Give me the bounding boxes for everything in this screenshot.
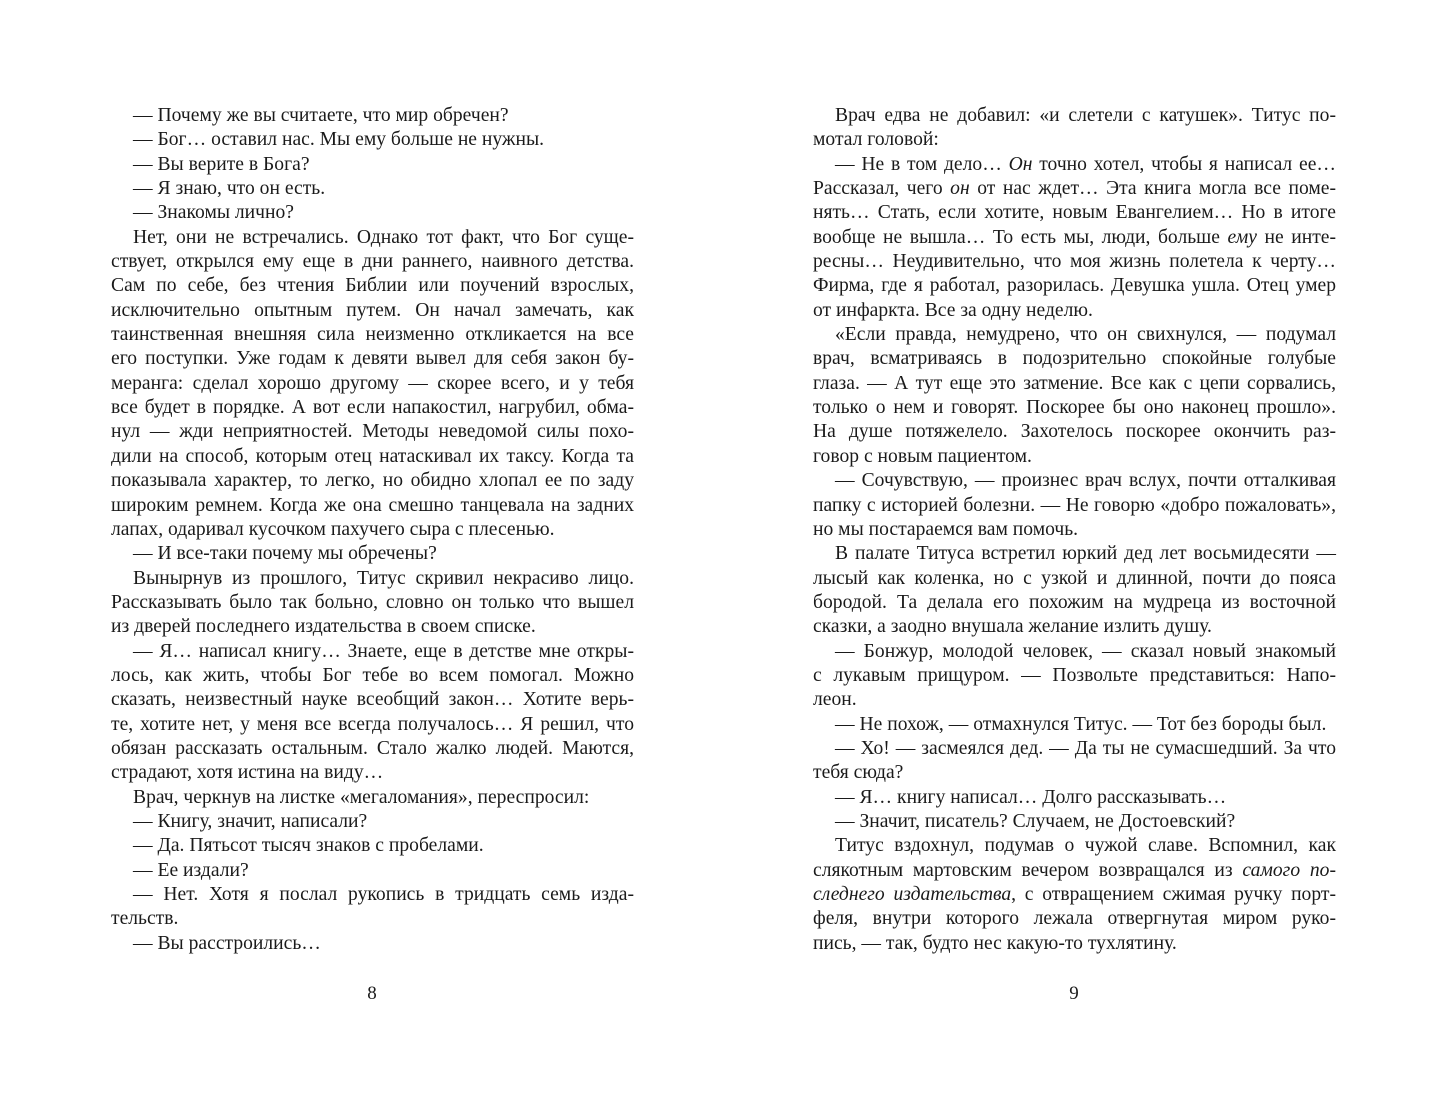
text-segment: , с отвращением сжимая ручку порт- <box>1011 884 1336 905</box>
text-line <box>813 883 1336 907</box>
text-line: — Сочувствую, — произнес врач вслух, почти отталкивая <box>835 470 1336 492</box>
text-line: таинственная внешняя сила неизменно откликается на все <box>111 324 634 346</box>
text-line: Нет, они не встречались. Однако тот факт, что Бог суще- <box>133 226 634 248</box>
text-line: Врач едва не добавил: «и слетели с катушек». Титус по- <box>835 105 1336 126</box>
text-line: меранга: сделал хорошо другому — скорее всего, и у тебя <box>111 372 634 394</box>
text-line: — Значит, писатель? Случаем, не Достоевский? <box>835 810 1236 832</box>
left-page <box>0 0 722 1096</box>
text-line: исключительно опытным путем. Он начал замечать, как <box>111 299 634 321</box>
text-line: папку с историей болезни. — Не говорю «добро пожаловать», <box>813 494 1336 516</box>
text-line <box>813 153 1336 177</box>
text-line: только о нем и говорят. Поскорее бы оно наконец прошло». <box>813 397 1336 419</box>
text-line: лапах, одаривал кусочком пахучего сыра с плесенью. <box>111 518 555 540</box>
text-line: мотал головой: <box>813 129 939 151</box>
text-segment: Рассказал, чего <box>813 178 951 200</box>
text-line: — Бог… оставил нас. Мы ему больше не нужны. <box>133 129 545 151</box>
text-line: ствует, открылся ему еще в дни раннего, наивного детства. <box>111 251 634 273</box>
text-line: лысый как коленка, но с узкой и длинной, почти до пояса <box>813 567 1336 589</box>
text-segment: слякотным мартовским вечером возвращался из <box>813 859 1243 881</box>
text-line: — Знакомы лично? <box>133 202 294 224</box>
text-line: показывала характер, то легко, но обидно хлопал ее по заду <box>111 470 634 492</box>
text-line: На душе потяжелело. Захотелось поскорее окончить раз- <box>813 421 1336 443</box>
text-line: глаза. — А тут еще это затмение. Все как с цепи сорвались, <box>813 372 1336 394</box>
text-line: нул — жди неприятностей. Методы неведомой силы похо- <box>111 421 634 443</box>
text-segment: вообще не вышла… То есть мы, люди, больше <box>813 226 1228 248</box>
right-page-text <box>813 104 1336 956</box>
italic-segment: Он <box>1008 153 1033 175</box>
text-line <box>813 859 1336 883</box>
text-line: — Я… написал книгу… Знаете, еще в детстве мне откры- <box>133 640 634 662</box>
text-line: Рассказывать было так больно, словно он только что вышел <box>111 591 634 613</box>
text-segment: от нас ждет… Эта книга могла все поме- <box>969 178 1336 200</box>
text-line: дили на способ, которым отец натаскивал их таксу. Когда та <box>111 445 634 467</box>
text-line: Фирма, где я работал, разорилась. Девушка ушла. Отец умер <box>813 275 1336 297</box>
left-page-text <box>111 104 634 956</box>
text-line: — Почему же вы считаете, что мир обречен? <box>133 105 509 126</box>
left-page-number: 8 <box>367 983 377 1004</box>
text-line <box>813 226 1336 250</box>
text-line: Вынырнув из прошлого, Титус скривил некрасиво лицо. <box>133 567 634 589</box>
text-line: В палате Титуса встретил юркий дед лет восьмидесяти — <box>835 543 1336 565</box>
text-line: феля, внутри которого лежала отвергнутая миром руко- <box>813 908 1336 930</box>
italic-segment: он <box>950 178 970 200</box>
text-line: пись, — так, будто нес какую-то тухлятину. <box>813 932 1177 954</box>
text-line: — Вы верите в Бога? <box>133 153 310 175</box>
text-line: Сам по себе, без чтения Библии или поучений взрослых, <box>111 275 634 297</box>
text-segment: не инте- <box>1256 226 1336 248</box>
text-segment: — Не в том дело… <box>835 153 1009 175</box>
right-page-number: 9 <box>1069 983 1079 1004</box>
text-line: — Я… книгу написал… Долго рассказывать… <box>835 786 1227 808</box>
text-line: — Вы расстроились… <box>133 932 321 954</box>
text-line: те, хотите нет, у меня все всегда получалось… Я решил, что <box>111 713 634 735</box>
text-line: тельств. <box>111 908 179 930</box>
text-line: говор с новым пациентом. <box>813 445 1032 467</box>
text-line: — Ее издали? <box>133 859 249 881</box>
text-line: — Не похож, — отмахнулся Титус. — Тот без бороды был. <box>835 713 1327 735</box>
text-line: из дверей последнего издательства в своем списке. <box>111 616 536 638</box>
text-line: его поступки. Уже годам к девяти вывел для себя закон бу- <box>111 348 634 370</box>
text-line: с лукавым прищуром. — Позвольте представиться: Напо- <box>813 664 1336 686</box>
text-line: — Да. Пятьсот тысяч знаков с пробелами. <box>133 835 484 857</box>
text-line: — Нет. Хотя я послал рукопись в тридцать семь изда- <box>133 884 634 905</box>
italic-segment: следнего издательства <box>813 884 1012 905</box>
text-line: ресны… Неудивительно, что моя жизнь полетела к черту… <box>813 251 1336 273</box>
text-line: — Книгу, значит, написали? <box>133 810 368 832</box>
text-line: Титус вздохнул, подумав о чужой славе. Вспомнил, как <box>835 835 1336 857</box>
text-line: — Хо! — засмеялся дед. — Да ты не сумасшедший. За что <box>835 737 1336 759</box>
right-page <box>723 0 1445 1096</box>
text-line: широким ремнем. Когда же она смешно танцевала на задних <box>111 494 634 516</box>
text-line: сказки, а заодно внушала желание излить душу. <box>813 616 1212 638</box>
text-line: — Я знаю, что он есть. <box>133 178 326 200</box>
text-line: лось, как жить, чтобы Бог тебе во всем помогал. Можно <box>111 664 634 686</box>
text-line: леон. <box>813 689 857 711</box>
italic-segment: ему <box>1227 226 1257 248</box>
text-segment: точно хотел, чтобы я написал ее… <box>1032 153 1336 175</box>
text-line: Врач, черкнув на листке «мегаломания», переспросил: <box>133 786 590 808</box>
text-line: «Если правда, немудрено, что он свихнулся, — подумал <box>835 324 1336 346</box>
text-line <box>813 177 1336 201</box>
text-line: бородой. Та делала его похожим на мудреца из восточной <box>813 591 1336 613</box>
text-line: но мы постараемся вам помочь. <box>813 518 1079 540</box>
text-line: — Бонжур, молодой человек, — сказал новый знакомый <box>835 640 1336 662</box>
text-line: сказать, неизвестный науке всеобщий закон… Хотите верь- <box>111 689 634 711</box>
text-line: обязан рассказать остальным. Стало жалко людей. Маются, <box>111 737 634 759</box>
italic-segment: самого по- <box>1242 859 1336 881</box>
text-line: все будет в порядке. А вот если напакостил, нагрубил, обма- <box>111 397 634 419</box>
text-line: тебя сюда? <box>813 762 904 784</box>
text-line: — И все-таки почему мы обречены? <box>133 543 437 565</box>
text-line: страдают, хотя истина на виду… <box>111 762 384 784</box>
text-line: нять… Стать, если хотите, новым Евангелием… Но в итоге <box>813 202 1336 224</box>
text-line: от инфаркта. Все за одну неделю. <box>813 299 1093 321</box>
text-line: врач, всматриваясь в подозрительно спокойные голубые <box>813 348 1336 370</box>
